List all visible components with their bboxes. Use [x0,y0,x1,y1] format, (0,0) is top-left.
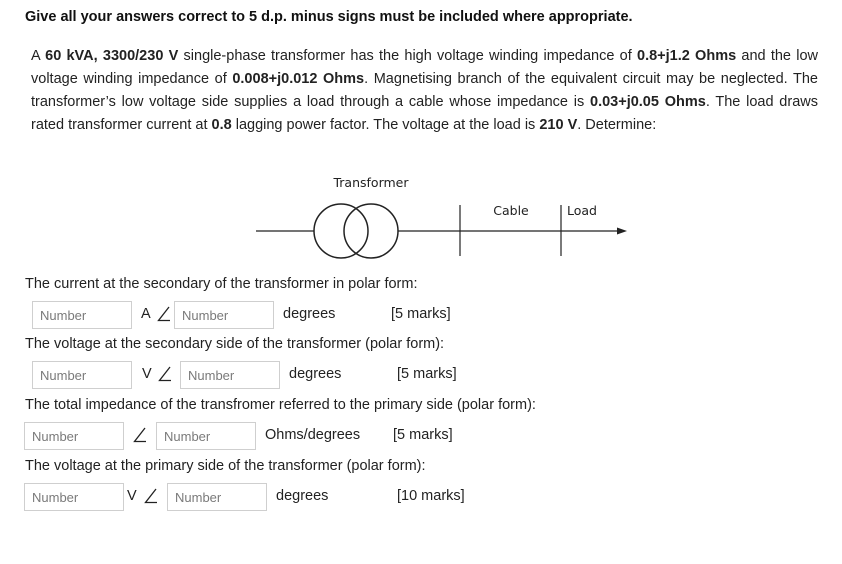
q3-magnitude-input[interactable] [24,422,124,450]
primary-winding-circle [314,204,368,258]
cable-label: Cable [493,203,529,218]
transformer-label: Transformer [333,175,409,190]
problem-load-voltage: 210 V [539,117,578,133]
question-1-text: The current at the secondary of the transformer in polar form: [25,276,418,292]
q2-angle-input[interactable] [180,361,280,389]
q2-marks: [5 marks] [397,366,457,382]
q4-angle-input[interactable] [167,483,267,511]
question-2-text: The voltage at the secondary side of the transformer (polar form): [25,336,445,352]
instructions-header: Give all your answers correct to 5 d.p. minus signs must be included where appropriate. [25,9,633,25]
q4-marks: [10 marks] [397,488,465,504]
problem-rating: 60 kVA, 3300/230 V [45,48,179,64]
q2-unit-label: V [142,366,152,382]
problem-text-3: and the low voltage winding impedance of [31,48,818,87]
q4-magnitude-input[interactable] [24,483,124,511]
question-3-text: The total impedance of the transfromer referred to the primary side (polar form): [25,397,536,413]
problem-text-2: single-phase transformer has the high voltage winding impedance of [178,48,637,64]
problem-text-1: A [31,48,46,64]
q2-degrees-label: degrees [289,366,342,382]
problem-hv-impedance: 0.8+j1.2 Ohms [637,48,737,64]
problem-cable-impedance: 0.03+j0.05 Ohms [590,94,706,110]
problem-text-4: . Magnetising branch of the equivalent circuit may be neglected. The transformer’s low voltage side supplies a load through a cable whose impedance is [31,71,818,110]
q1-magnitude-input[interactable] [32,301,132,329]
question-4-text: The voltage at the primary side of the transformer (polar form): [25,458,426,474]
angle-icon [158,366,172,382]
load-arrow-head [617,228,627,235]
angle-icon [157,306,171,322]
angle-icon [144,488,158,504]
problem-lv-impedance: 0.008+j0.012 Ohms [232,71,365,87]
problem-power-factor: 0.8 [211,117,232,133]
q1-unit-label: A [141,306,151,322]
load-label: Load [567,203,597,218]
circuit-diagram [0,0,842,280]
problem-statement [31,45,818,137]
angle-icon [133,427,147,443]
q3-angle-input[interactable] [156,422,256,450]
problem-text-7: . Determine: [577,117,657,133]
q3-ohms-degrees-label: Ohms/degrees [265,427,361,443]
q4-unit-label: V [127,488,137,504]
secondary-winding-circle [344,204,398,258]
problem-text-6: lagging power factor. The voltage at the load is [231,117,540,133]
q3-marks: [5 marks] [393,427,453,443]
q1-degrees-label: degrees [283,306,336,322]
q2-magnitude-input[interactable] [32,361,132,389]
q4-degrees-label: degrees [276,488,329,504]
problem-text-5: . The load draws rated transformer current at [31,94,818,133]
q1-angle-input[interactable] [174,301,274,329]
q1-marks: [5 marks] [391,306,451,322]
